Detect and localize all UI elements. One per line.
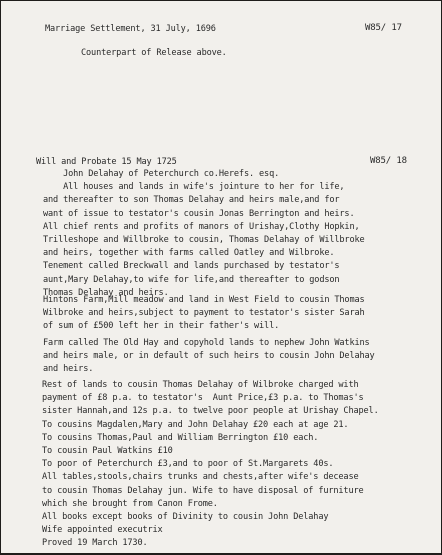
entry2-paragraph-2 xyxy=(43,294,423,334)
text-line: Rest of lands to cousin Thomas Delahay of Wilbroke charged with xyxy=(42,380,359,390)
entry2-heading: Will and Probate 15 May 1725 xyxy=(36,157,177,167)
entry1-heading: Marriage Settlement, 31 July, 1696 xyxy=(45,24,216,34)
text-line: Hintons Farm,Mill meadow and land in West Field to cousin Thomas xyxy=(43,295,365,305)
text-line: which she brought from Canon Frome. xyxy=(42,498,218,509)
text-line: to cousin Thomas Delahay jun. Wife to have disposal of furniture xyxy=(42,485,364,496)
text-line: All tables,stools,chairs trunks and chests,after wife's decease xyxy=(42,472,359,483)
text-line: Trilleshope and Willbroke to cousin, Thomas Delahay of Willbroke xyxy=(43,235,365,246)
text-line: want of issue to testator's cousin Jonas Berrington and heirs. xyxy=(43,208,355,219)
text-line: aunt,Mary Delahay,to wife for life,and thereafter to godson xyxy=(43,274,340,285)
text-line: To cousin Paul Watkins £10 xyxy=(42,446,173,457)
text-line: and heirs. xyxy=(43,364,94,375)
text-line: Wife appointed executrix xyxy=(42,525,163,536)
text-line: To cousins Thomas,Paul and William Berrington £10 each. xyxy=(42,432,319,443)
entry2-paragraph-1 xyxy=(43,168,423,300)
text-line: Tenement called Breckwall and lands purchased by testator's xyxy=(43,261,340,272)
text-line: and heirs, together with farms called Oatley and Wilbroke. xyxy=(43,248,335,259)
entry2-reference: W85/ 18 xyxy=(370,156,407,166)
text-line: of sum of £500 left her in their father's will. xyxy=(43,321,280,332)
entry1-reference: W85/ 17 xyxy=(365,23,402,33)
entry2-paragraph-3 xyxy=(43,337,423,377)
text-line: sister Hannah,and 12s p.a. to twelve poor people at Urishay Chapel. xyxy=(42,406,379,417)
text-line: To poor of Peterchurch £3,and to poor of St.Margarets 40s. xyxy=(42,459,334,470)
text-line: To cousins Magdalen,Mary and John Delahay £20 each at age 21. xyxy=(42,419,349,430)
text-line: and thereafter to son Thomas Delahay and heirs male,and for xyxy=(43,195,340,206)
entry2-paragraph-4 xyxy=(42,379,422,551)
text-line: All houses and lands in wife's jointure to her for life, xyxy=(43,182,345,193)
text-line: All chief rents and profits of manors of Urishay,Clothy Hopkin, xyxy=(43,221,360,232)
text-line: payment of £8 p.a. to testator's Aunt Price,£3 p.a. to Thomas's xyxy=(42,393,364,404)
text-line: Thomas Delahay and heirs. xyxy=(43,287,169,298)
text-line: Proved 19 March 1730. xyxy=(42,538,148,549)
text-line: John Delahay of Peterchurch co.Herefs. esq. xyxy=(43,169,280,179)
text-line: and heirs male, or in default of such heirs to cousin John Delahay xyxy=(43,351,375,362)
document-page xyxy=(1,1,441,553)
entry1-body: Counterpart of Release above. xyxy=(81,48,227,58)
text-line: Wilbroke and heirs,subject to payment to testator's sister Sarah xyxy=(43,308,365,319)
text-line: All books except books of Divinity to cousin John Delahay xyxy=(42,512,329,523)
text-line: Farm called The Old Hay and copyhold lands to nephew John Watkins xyxy=(43,338,370,348)
